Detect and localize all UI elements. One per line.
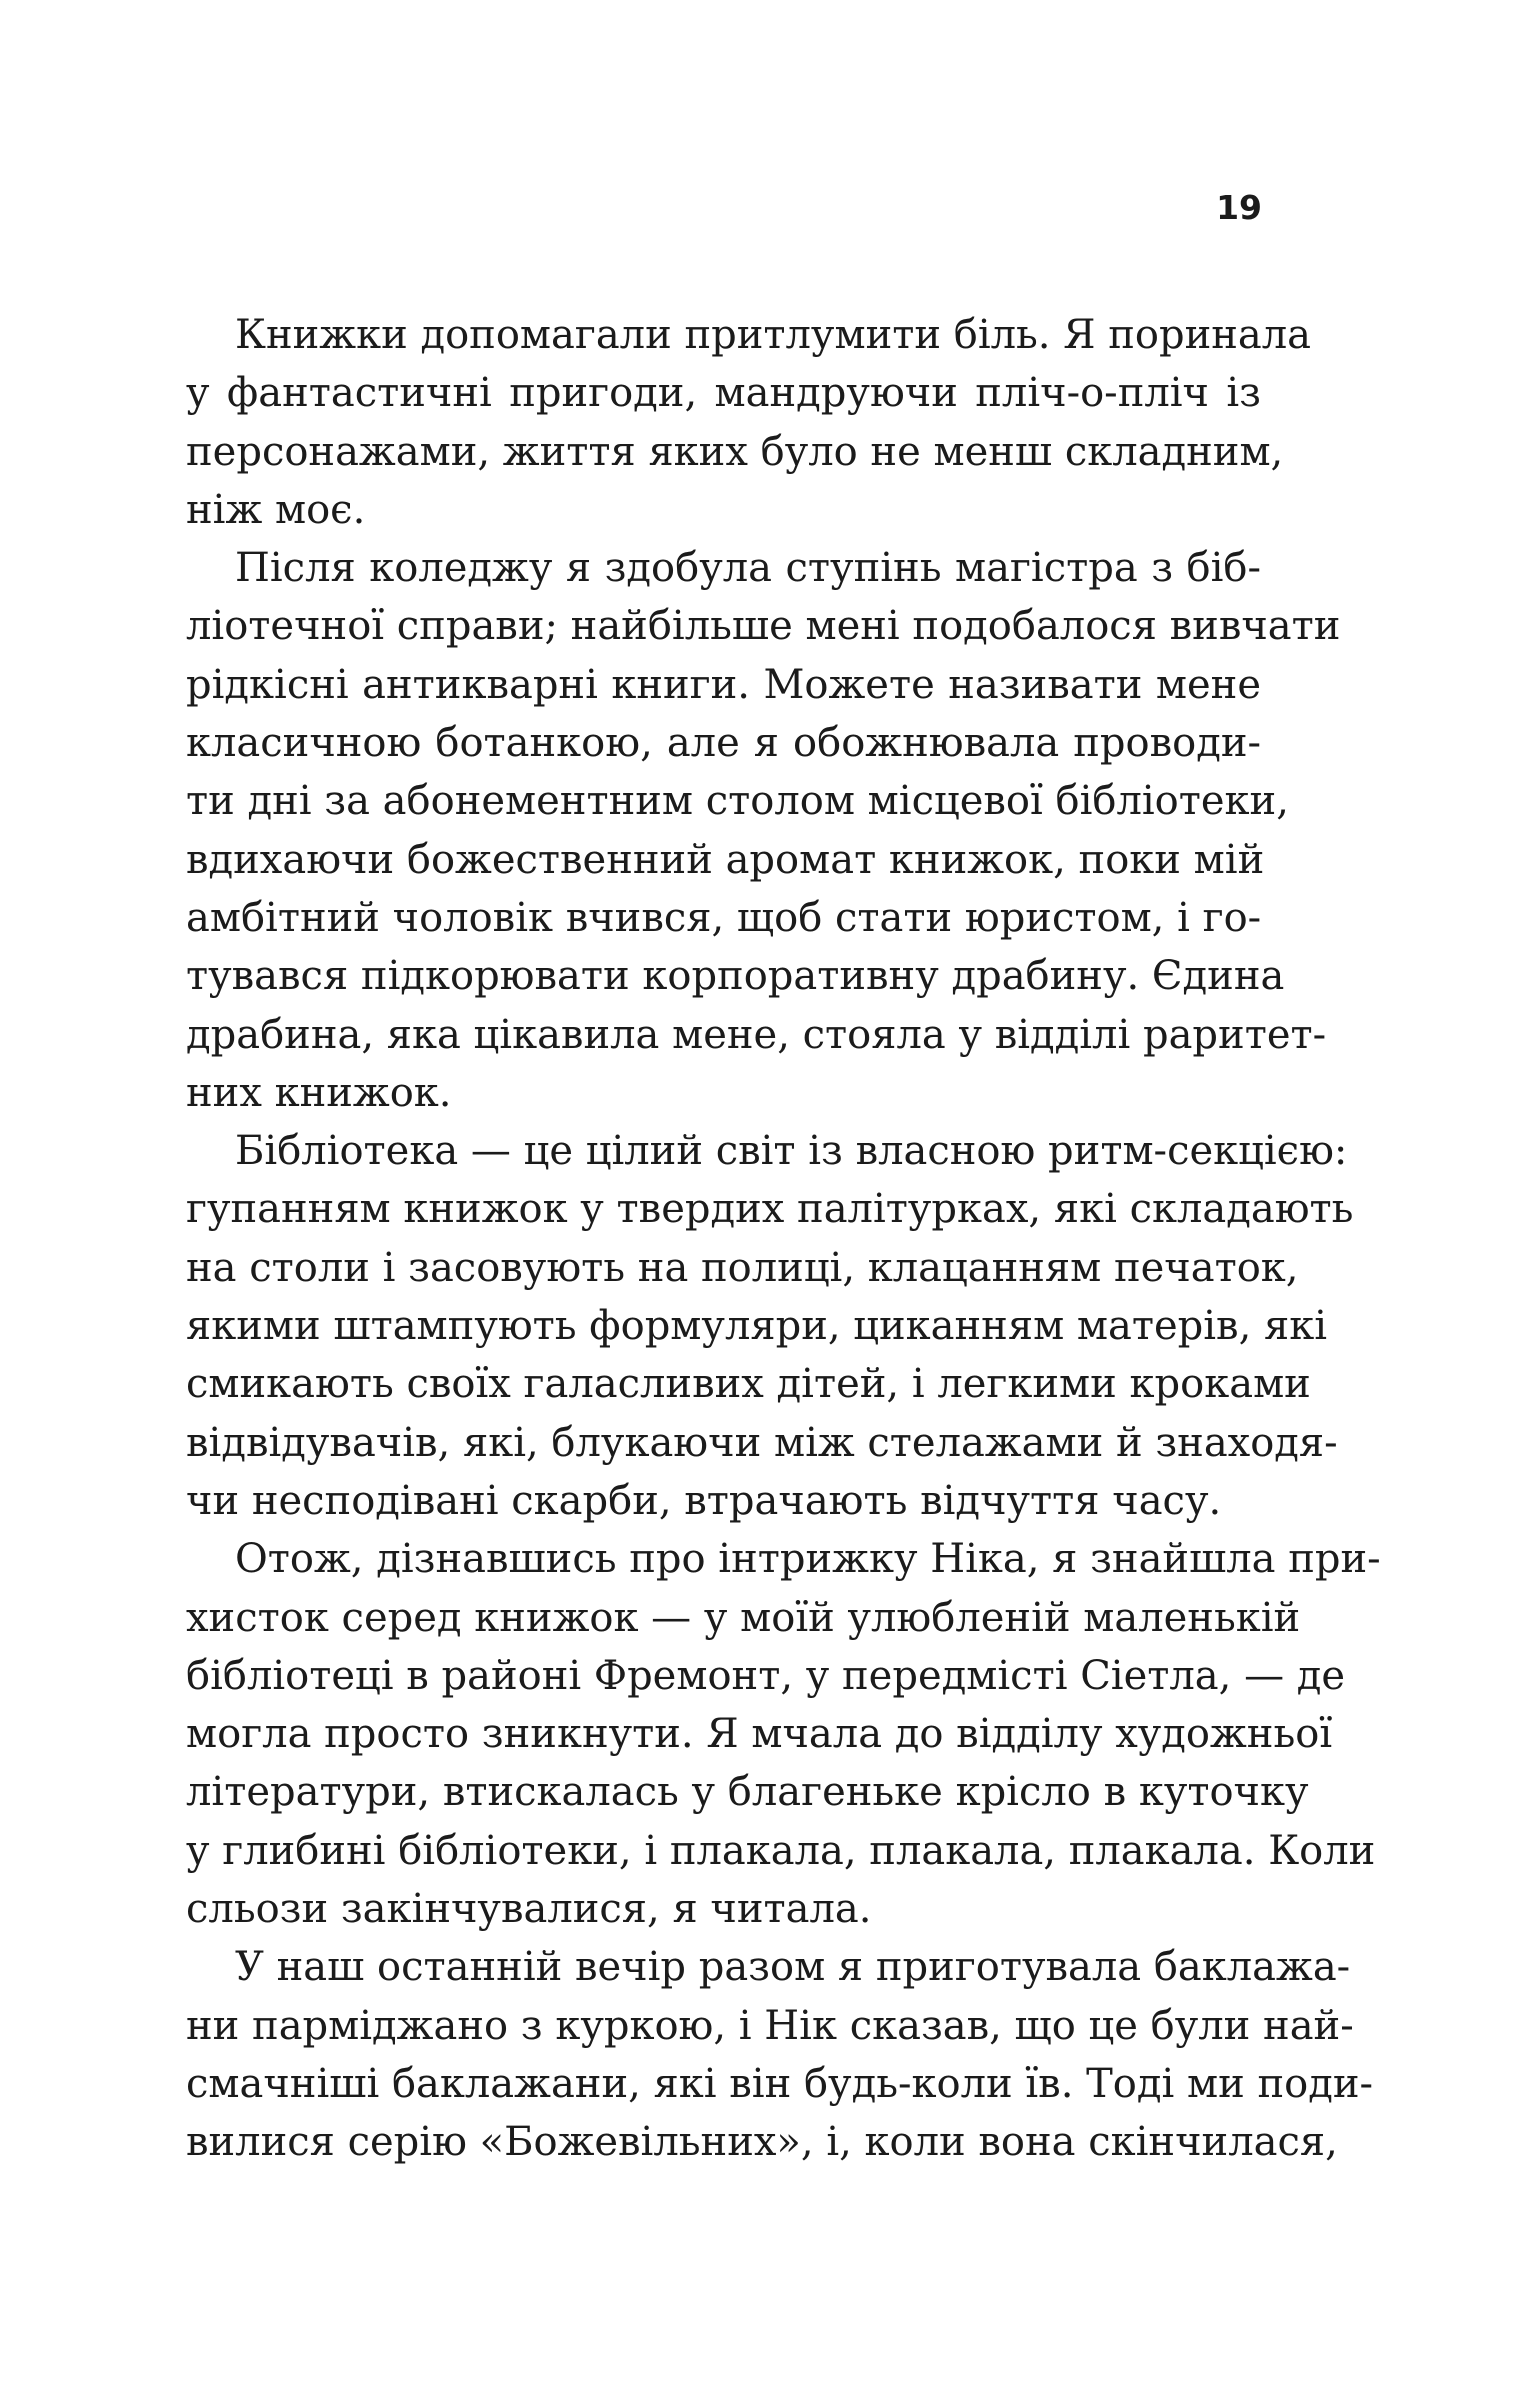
text-line: ти дні за абонементним столом місцевої бібліотеки,	[186, 778, 1289, 825]
text-line: бібліотеці в районі Фремонт, у передмісті Сіетла, — де	[186, 1652, 1346, 1699]
body-text	[186, 306, 1381, 2172]
text-line: класичною ботанкою, але я обожнювала проводи-	[186, 720, 1261, 767]
text-line: чи несподівані скарби, втрачають відчуття часу.	[186, 1477, 1222, 1524]
text-line: персонажами, життя яких було не менш складним,	[186, 428, 1284, 475]
text-line: у глибині бібліотеки, і плакала, плакала, плакала. Коли	[186, 1827, 1376, 1874]
text-line: ліотечної справи; найбільше мені подобалося вивчати	[186, 603, 1341, 650]
text-line: Бібліотека — це цілий світ із власною ритм-секцією:	[235, 1128, 1348, 1175]
text-line: якими штампують формуляри, циканням матерів, які	[186, 1303, 1328, 1350]
text-line: драбина, яка цікавила мене, стояла у відділі раритет-	[186, 1011, 1327, 1058]
text-line: ни парміджано з куркою, і Нік сказав, що це були най-	[186, 2002, 1354, 2049]
text-line: могла просто зникнути. Я мчала до відділу художньої	[186, 1711, 1333, 1758]
text-line: ніж моє.	[186, 486, 366, 533]
text-line: смачніші баклажани, які він будь-коли їв. Тоді ми поди-	[186, 2060, 1374, 2107]
text-line: гупанням книжок у твердих палітурках, які складають	[186, 1186, 1354, 1233]
text-line: них книжок.	[186, 1069, 452, 1116]
paragraph	[186, 539, 1341, 1122]
paragraph	[186, 1530, 1381, 1938]
text-line: у фантастичні пригоди, мандруючи пліч-о-пліч із	[186, 370, 1261, 417]
text-line: літератури, втискалась у благеньке крісло в куточку	[186, 1769, 1309, 1816]
text-line: відвідувачів, які, блукаючи між стелажами й знаходя-	[186, 1419, 1338, 1466]
paragraph	[186, 306, 1312, 539]
text-line: сльози закінчувалися, я читала.	[186, 1886, 872, 1933]
text-line: амбітний чоловік вчився, щоб стати юристом, і го-	[186, 894, 1262, 941]
text-line: Отож, дізнавшись про інтрижку Ніка, я знайшла при-	[235, 1536, 1381, 1583]
text-line: хисток серед книжок — у моїй улюбленій маленькій	[186, 1594, 1301, 1641]
text-line: вилися серію «Божевільних», і, коли вона скінчилася,	[186, 2119, 1338, 2166]
text-line: тувався підкорювати корпоративну драбину. Єдина	[186, 953, 1285, 1000]
text-line: У наш останній вечір разом я приготувала баклажа-	[235, 1944, 1351, 1991]
text-line: смикають своїх галасливих дітей, і легкими кроками	[186, 1361, 1311, 1408]
text-line: вдихаючи божественний аромат книжок, поки мій	[186, 836, 1265, 883]
paragraph	[186, 1122, 1354, 1530]
text-line: Книжки допомагали притлумити біль. Я поринала	[235, 312, 1312, 358]
paragraph	[186, 1938, 1374, 2171]
text-line: Після коледжу я здобула ступінь магістра з біб-	[235, 545, 1261, 592]
text-line: на столи і засовують на полиці, клацанням печаток,	[186, 1244, 1299, 1291]
page-number: 19	[1216, 188, 1262, 227]
text-line: рідкісні антикварні книги. Можете називати мене	[186, 661, 1261, 708]
